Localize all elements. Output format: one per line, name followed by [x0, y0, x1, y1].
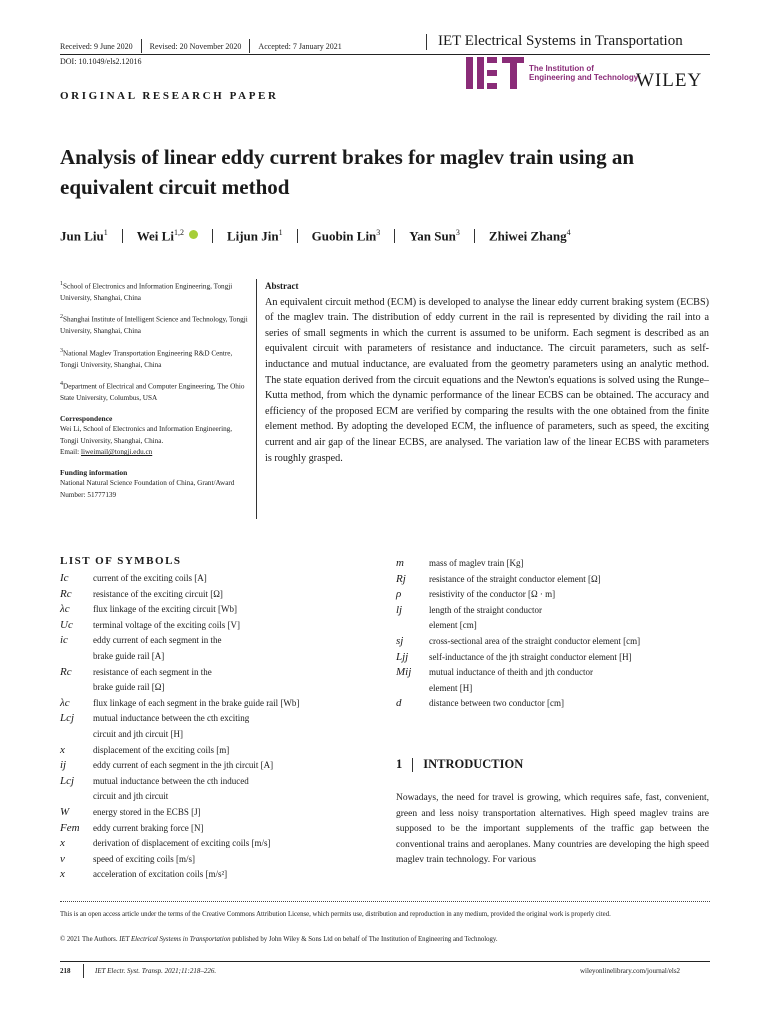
symbol-row: [60, 711, 390, 726]
symbol: m: [396, 557, 404, 569]
wiley-logo: WILEY: [636, 70, 703, 91]
divider: [426, 34, 427, 50]
symbol-row: [60, 867, 390, 882]
abstract-heading: Abstract: [265, 281, 299, 291]
received-date: Received: 9 June 2020: [60, 41, 133, 51]
author[interactable]: Zhiwei Zhang$^4$: [488, 228, 571, 244]
email-link[interactable]: liweimail@tongji.edu.cn: [80, 448, 153, 457]
symbol-row: [60, 852, 390, 867]
journal-name: IET Electrical Systems in Transportation: [438, 33, 683, 49]
symbol-row: [60, 805, 390, 820]
iet-text: The Institution of Engineering and Technology: [529, 64, 639, 82]
symbol: Uc: [60, 618, 73, 631]
doi[interactable]: DOI: 10.1049/els2.12016: [60, 57, 142, 66]
header-rule: [60, 54, 710, 55]
sidebar-divider: [256, 279, 257, 519]
symbol-definition: element [H]: [429, 682, 473, 693]
symbol-definition: length of the straight conductor: [429, 604, 542, 615]
symbol-definition: brake guide rail [Ω]: [93, 682, 165, 693]
symbol-definition: resistance of the exciting circuit [Ω]: [93, 588, 223, 599]
divider: [122, 229, 123, 243]
journal-url[interactable]: wileyonlinelibrary.com/journal/els2: [580, 967, 681, 975]
symbol-row: [60, 618, 390, 633]
symbols-heading: LIST OF SYMBOLS: [60, 555, 182, 567]
symbol: sj: [396, 635, 404, 647]
symbol: x: [60, 837, 65, 850]
symbol-definition: eddy current of each segment in the: [93, 635, 222, 646]
author[interactable]: Guobin Lin$^3$: [311, 228, 381, 244]
symbol: Lcj: [60, 712, 75, 725]
symbol-definition: mass of maglev train [Kg]: [429, 558, 524, 568]
symbol-definition: resistance of each segment in the: [93, 666, 212, 677]
symbols-right-column: [396, 556, 716, 726]
intro-paragraph: Nowadays, the need for travel is growing, which requires safe, fast, convenient, green and less noisy transportation alternatives. High speed maglev trains are supposed to be the important supplements of the traffic gap between the conventional trains and aeroplanes. Many countries are developing the high speed maglev train technology. For various: [396, 793, 709, 866]
funding-heading: Funding information: [60, 467, 128, 477]
divider: [83, 964, 84, 978]
symbol: Ljj: [396, 650, 409, 663]
symbol: λc: [60, 603, 70, 616]
symbol-row: [60, 727, 390, 742]
author[interactable]: Jun Liu$^1$: [60, 228, 108, 244]
symbol-definition: flux linkage of each segment in the brake guide rail [Wb]: [93, 697, 300, 708]
symbol-definition: self-inductance of the jth straight conductor element [H]: [429, 651, 632, 662]
symbol: v: [60, 852, 65, 865]
symbol: ic: [60, 634, 68, 647]
symbol: ρ: [396, 588, 402, 601]
symbol-row: [396, 603, 716, 618]
affiliation: $^4$Department of Electrical and Computer Engineering, The Ohio State University, Columbus, USA: [60, 381, 245, 403]
symbol-row: [396, 556, 716, 571]
accepted-date: Accepted: 7 January 2021: [258, 41, 342, 51]
section-heading: 1 INTRODUCTION: [396, 757, 524, 771]
symbol-definition: element [cm]: [429, 620, 477, 631]
divider: [394, 229, 395, 243]
symbol-definition: speed of exciting coils [m/s]: [93, 853, 195, 864]
license-note: This is an open access article under the terms of the Creative Commons Attribution License, which permits use, distribution and reproduction in any medium, provided the original work is properly cited.: [60, 911, 611, 918]
symbol-definition: flux linkage of the exciting circuit [Wb]: [93, 604, 237, 615]
symbol-definition: distance between two conductor [cm]: [429, 698, 564, 709]
symbol-definition: circuit and jth circuit: [93, 791, 169, 802]
symbol-row: [396, 650, 716, 665]
symbols-left-column: [60, 571, 390, 891]
symbol-definition: resistivity of the conductor [Ω · m]: [429, 589, 556, 600]
symbol-definition: acceleration of excitation coils [m/s²]: [93, 869, 228, 880]
symbol: Rc: [60, 665, 72, 678]
symbol: ij: [60, 759, 67, 772]
symbol-row: [396, 681, 716, 696]
symbol: x: [60, 868, 65, 881]
copyright: © 2021 The Authors. IET Electrical Systems in Transportation published by John Wiley & Sons Ltd on behalf of The Institution of Engineering and Technology.: [60, 936, 498, 943]
symbol-row: [60, 774, 390, 789]
symbol-definition: resistance of the straight conductor element [Ω]: [429, 573, 601, 584]
symbol-definition: energy stored in the ECBS [J]: [93, 807, 201, 817]
symbol: λc: [60, 696, 70, 709]
paper-title: Analysis of linear eddy current brakes for maglev train using an equivalent circuit method: [60, 145, 635, 199]
symbol-row: [396, 587, 716, 602]
symbol-row: [60, 680, 390, 695]
symbol: x: [60, 743, 65, 756]
symbol: Fem: [60, 821, 80, 834]
divider: [297, 229, 298, 243]
symbol-row: [60, 758, 390, 773]
author[interactable]: Lijun Jin$^1$: [226, 228, 283, 244]
symbol-definition: eddy current of each segment in the jth circuit [A]: [93, 760, 274, 771]
symbol: d: [396, 697, 402, 710]
symbol: lj: [396, 603, 403, 616]
author[interactable]: Wei Li$^{1,2}$: [137, 228, 198, 244]
footnote-rule: [60, 901, 710, 902]
author[interactable]: Yan Sun$^3$: [409, 228, 460, 244]
affiliation: $^2$Shanghai Institute of Intelligent Science and Technology, Tongji University, Shanghai, China: [60, 314, 248, 336]
symbol: Ic: [60, 572, 69, 584]
symbol-row: [60, 602, 390, 617]
symbol-row: [396, 572, 716, 587]
symbol-row: [396, 634, 716, 649]
symbol: Lcj: [60, 774, 75, 787]
divider: [249, 39, 250, 53]
symbol-definition: circuit and jth circuit [H]: [93, 729, 183, 739]
symbol-row: [60, 696, 390, 711]
correspondence-text: Wei Li, School of Electronics and Information Engineering, Tongji University, Shanghai, China. Email: liweimail@tongji.edu.cn: [60, 425, 233, 457]
symbol-definition: derivation of displacement of exciting coils [m/s]: [93, 838, 271, 849]
iet-logo: [466, 57, 638, 89]
affiliation: $^3$National Maglev Transportation Engineering R&D Centre, Tongji University, Shanghai, China: [60, 347, 233, 369]
symbol-row: [60, 665, 390, 680]
citation: IET Electr. Syst. Transp. 2021;11:218–226.: [95, 967, 217, 975]
symbol-row: [60, 821, 390, 836]
symbol-row: [60, 587, 390, 602]
affiliations-sidebar: [60, 279, 248, 509]
footer-rule: [60, 961, 710, 962]
divider: [141, 39, 142, 53]
affiliation: $^1$School of Electronics and Information Engineering, Tongji University, Shanghai, China: [60, 281, 233, 302]
symbol-row: [60, 571, 390, 586]
article-type: ORIGINAL RESEARCH PAPER: [60, 90, 279, 102]
abstract: [265, 279, 709, 466]
divider: [474, 229, 475, 243]
symbol-row: [60, 743, 390, 758]
symbol: Mij: [396, 666, 412, 679]
symbol-definition: mutual inductance of theith and jth conductor: [429, 667, 593, 678]
symbol-definition: eddy current braking force [N]: [93, 822, 204, 833]
symbol-definition: displacement of the exciting coils [m]: [93, 744, 230, 755]
symbol-row: [396, 696, 716, 711]
revised-date: Revised: 20 November 2020: [149, 41, 242, 51]
symbol: Rj: [396, 572, 406, 585]
symbol: W: [60, 806, 70, 818]
symbol-row: [60, 633, 390, 648]
symbol-row: [60, 836, 390, 851]
abstract-text: An equivalent circuit method (ECM) is developed to analyse the linear eddy current braking system (ECBS) of the maglev train. The distribution of eddy current in the rail is represented by dividing the rail into a series of small segments in which the current is assumed to be uniform. Each segment is described as an equivalent circuit with parameters of resistance and inductance. The circuit parameters, such as self-inductance and mutual inductance, are evaluated from the geometry parameters using an analytic method. The state equation derived from the circuit equations and the Newton's equations is solved using the Runge–Kutta method, from which the dynamic performance of the linear ECBS can be obtained. The accuracy and efficiency of the proposed ECM are verified by comparing the results with the one obtained from the finite element method. By adopting the developed ECM, the influence of parameters, such as speed, the exciting current and air gap of the linear ECBS, are analysed. The variation law of the linear ECBS with parameters is roughly grasped.: [265, 296, 709, 464]
article-dates: [60, 39, 342, 53]
symbol: Rc: [60, 587, 72, 600]
page-number: 218: [60, 967, 71, 975]
symbol-row: [396, 665, 716, 680]
iet-letters-icon: [466, 57, 525, 89]
symbol-row: [60, 789, 390, 804]
symbol-definition: mutual inductance between the cth exciting: [93, 713, 250, 724]
correspondence-heading: Correspondence: [60, 413, 113, 423]
symbol-definition: terminal voltage of the exciting coils [V]: [93, 619, 240, 630]
symbol-row: [396, 618, 716, 633]
orcid-icon[interactable]: [189, 230, 198, 239]
symbol-definition: current of the exciting coils [A]: [93, 573, 207, 583]
symbol-row: [60, 649, 390, 664]
symbol-definition: cross-sectional area of the straight conductor element [cm]: [429, 636, 641, 646]
funding-text: National Natural Science Foundation of China, Grant/Award Number: 51777139: [60, 479, 235, 499]
symbol-definition: brake guide rail [A]: [93, 651, 165, 661]
symbol-definition: mutual inductance between the cth induced: [93, 775, 249, 786]
divider: [212, 229, 213, 243]
author-list: [60, 228, 571, 244]
